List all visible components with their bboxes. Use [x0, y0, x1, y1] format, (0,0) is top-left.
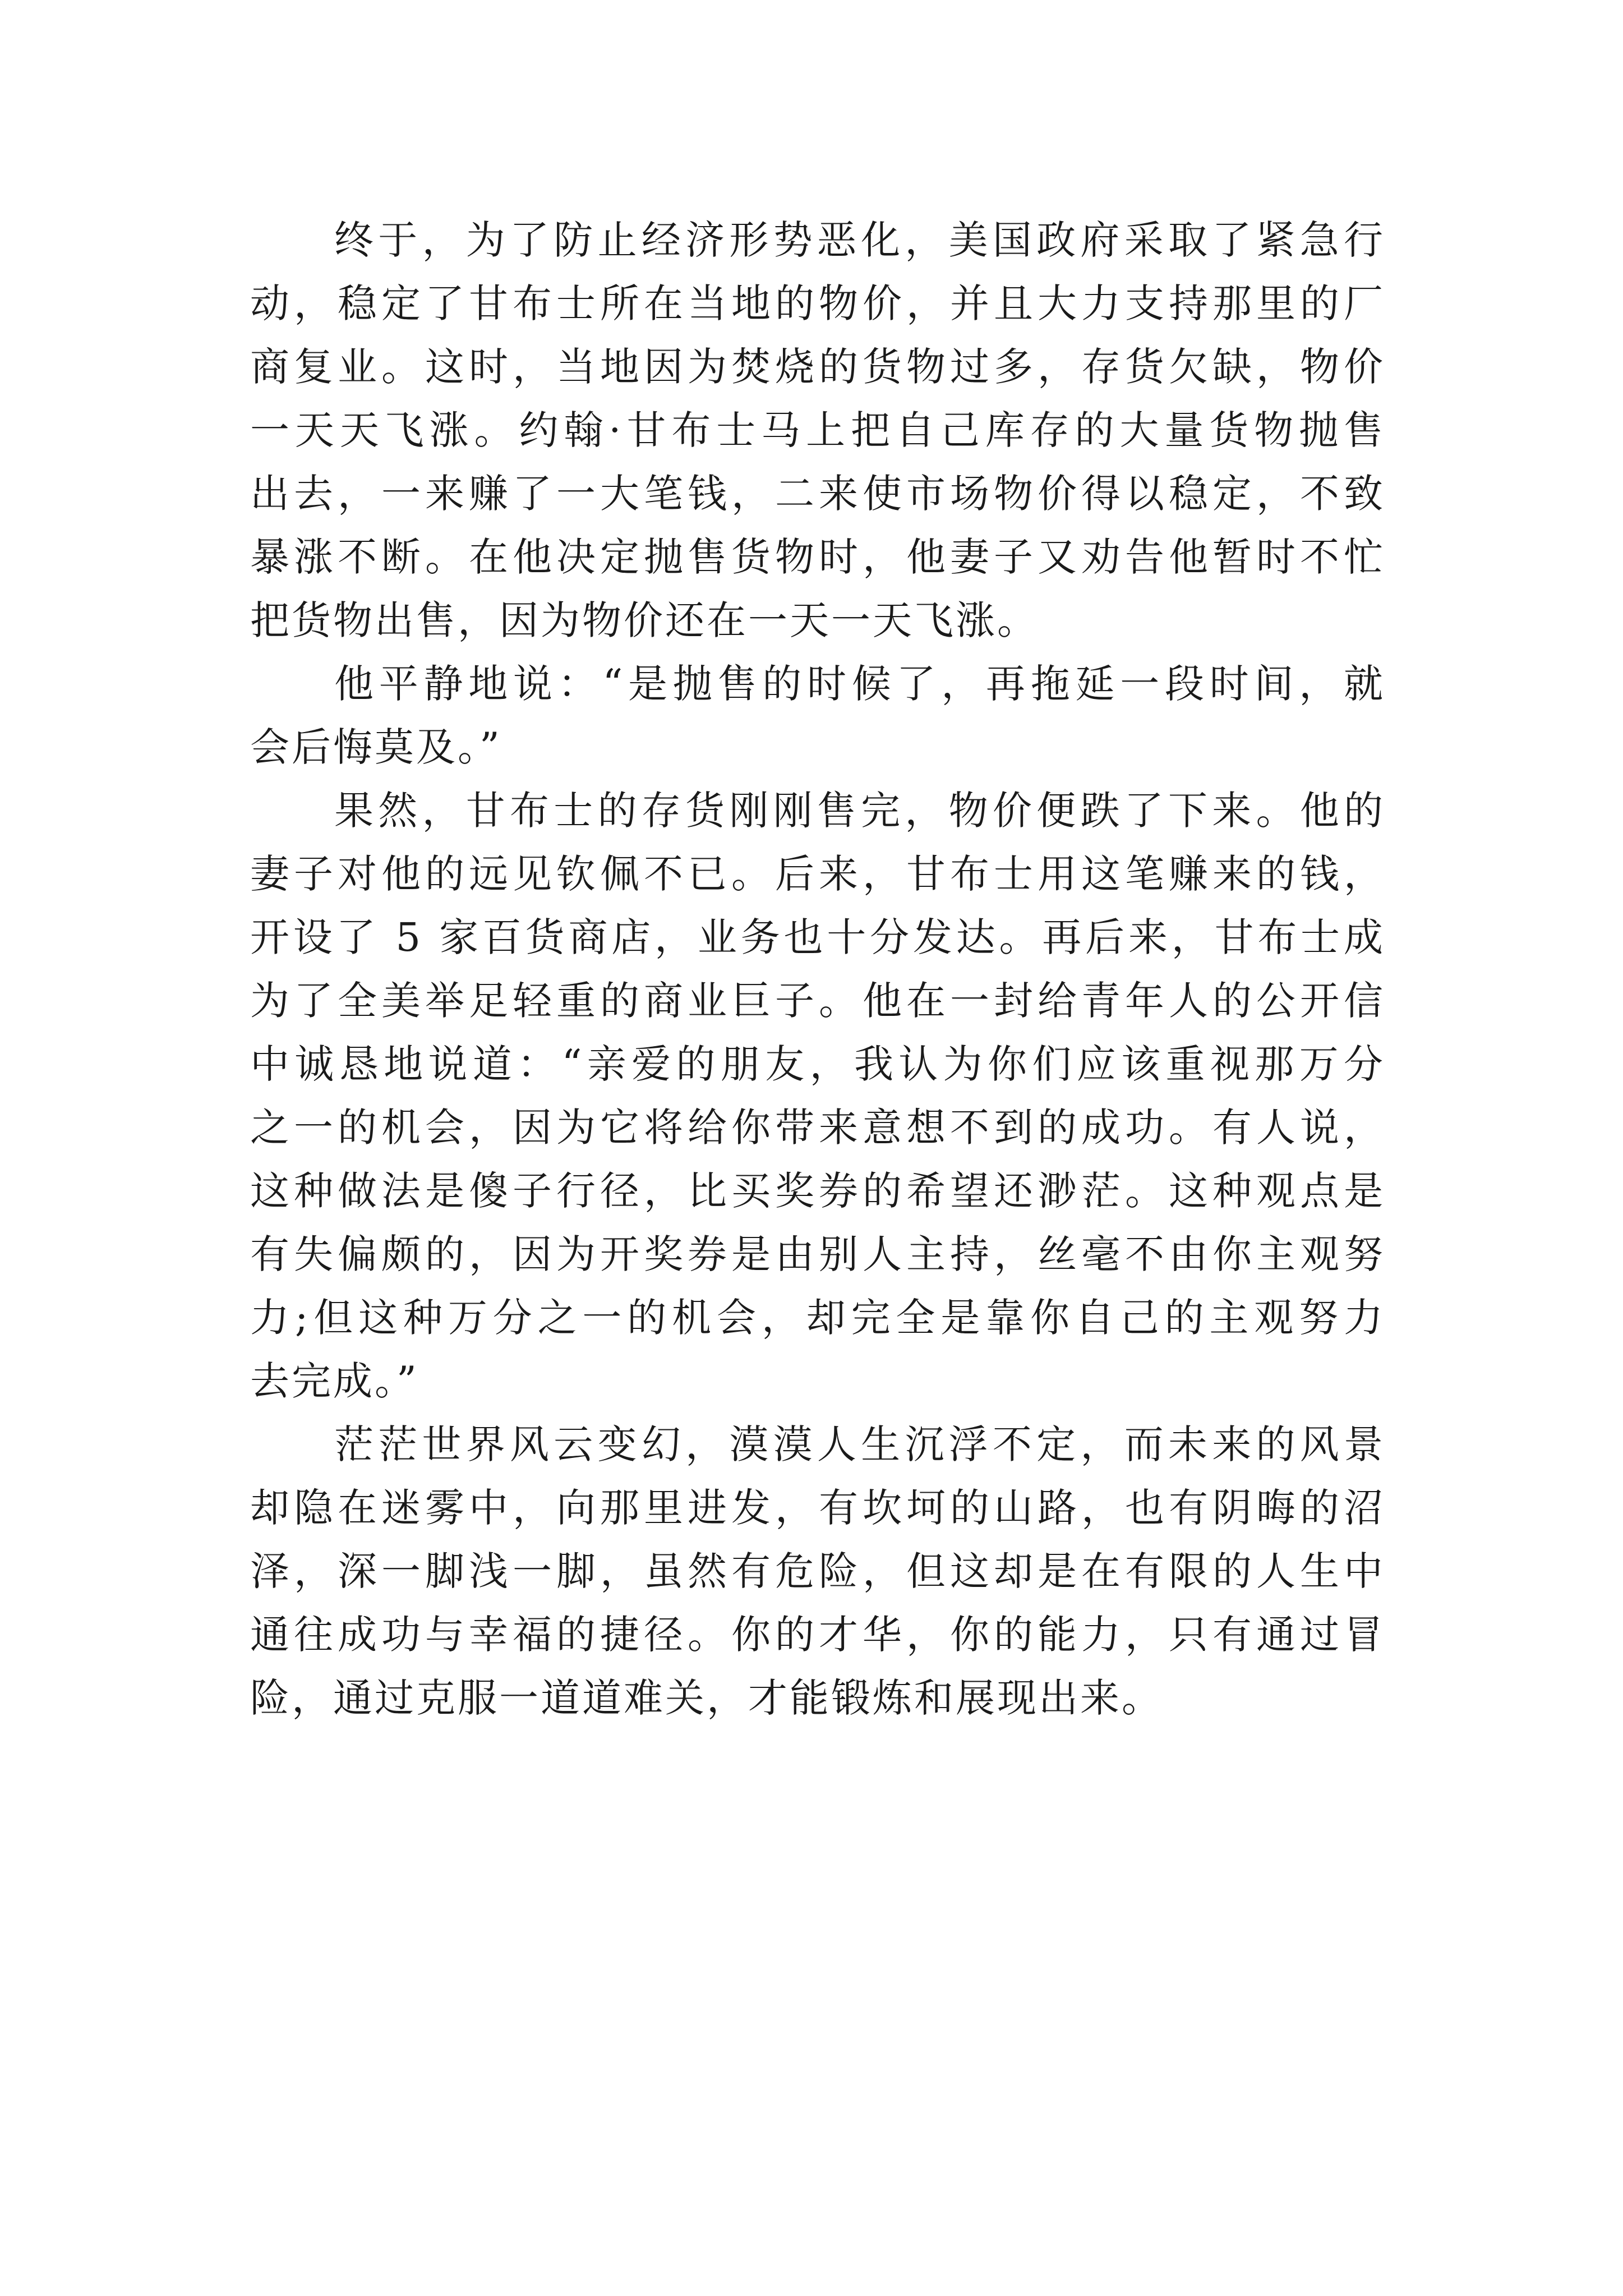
text-line: 出去，一来赚了一大笔钱，二来使市场物价得以稳定，不致: [250, 471, 1385, 517]
text-line: 力;但这种万分之一的机会，却完全是靠你自己的主观努力: [250, 1295, 1385, 1341]
text-line: 之一的机会，因为它将给你带来意想不到的成功。有人说，: [250, 1105, 1385, 1151]
text-line: 这种做法是傻子行径，比买奖券的希望还渺茫。这种观点是: [250, 1168, 1385, 1214]
paragraph-3: [250, 779, 1385, 1413]
text-line: 却隐在迷雾中，向那里进发，有坎坷的山路，也有阴晦的沼: [250, 1485, 1385, 1531]
text-line: 中诚恳地说道：“亲爱的朋友，我认为你们应该重视那万分: [250, 1041, 1385, 1087]
text-line: 险，通过克服一道道难关，才能锻炼和展现出来。: [250, 1675, 1163, 1721]
text-line: 把货物出售，因为物价还在一天一天飞涨。: [250, 597, 1039, 643]
text-line: 妻子对他的远见钦佩不已。后来，甘布士用这笔赚来的钱，: [250, 851, 1385, 897]
text-line: 去完成。”: [250, 1358, 419, 1404]
paragraph-2: [250, 652, 1385, 779]
paragraph-4: [250, 1413, 1385, 1730]
paragraph-1: [250, 209, 1385, 652]
text-line: 开设了 5 家百货商店，业务也十分发达。再后来，甘布士成: [250, 914, 1385, 960]
document-page: [250, 209, 1385, 1730]
text-line: 会后悔莫及。”: [250, 724, 502, 770]
text-line: 终于，为了防止经济形势恶化，美国政府采取了紧急行: [334, 217, 1385, 263]
text-line: 他平静地说：“是抛售的时候了，再拖延一段时间，就: [334, 661, 1385, 707]
text-line: 茫茫世界风云变幻，漠漠人生沉浮不定，而未来的风景: [334, 1421, 1385, 1467]
text-line: 动，稳定了甘布士所在当地的物价，并且大力支持那里的厂: [250, 280, 1385, 326]
text-line: 一天天飞涨。约翰·甘布士马上把自己库存的大量货物抛售: [250, 407, 1385, 453]
text-line: 果然，甘布士的存货刚刚售完，物价便跌了下来。他的: [334, 788, 1385, 834]
text-line: 通往成功与幸福的捷径。你的才华，你的能力，只有通过冒: [250, 1612, 1385, 1658]
text-line: 商复业。这时，当地因为焚烧的货物过多，存货欠缺，物价: [250, 344, 1385, 390]
text-line: 泽，深一脚浅一脚，虽然有危险，但这却是在有限的人生中: [250, 1548, 1385, 1594]
text-line: 有失偏颇的，因为开奖券是由别人主持，丝毫不由你主观努: [250, 1231, 1385, 1277]
text-line: 暴涨不断。在他决定抛售货物时，他妻子又劝告他暂时不忙: [250, 534, 1385, 580]
text-line: 为了全美举足轻重的商业巨子。他在一封给青年人的公开信: [250, 978, 1385, 1024]
